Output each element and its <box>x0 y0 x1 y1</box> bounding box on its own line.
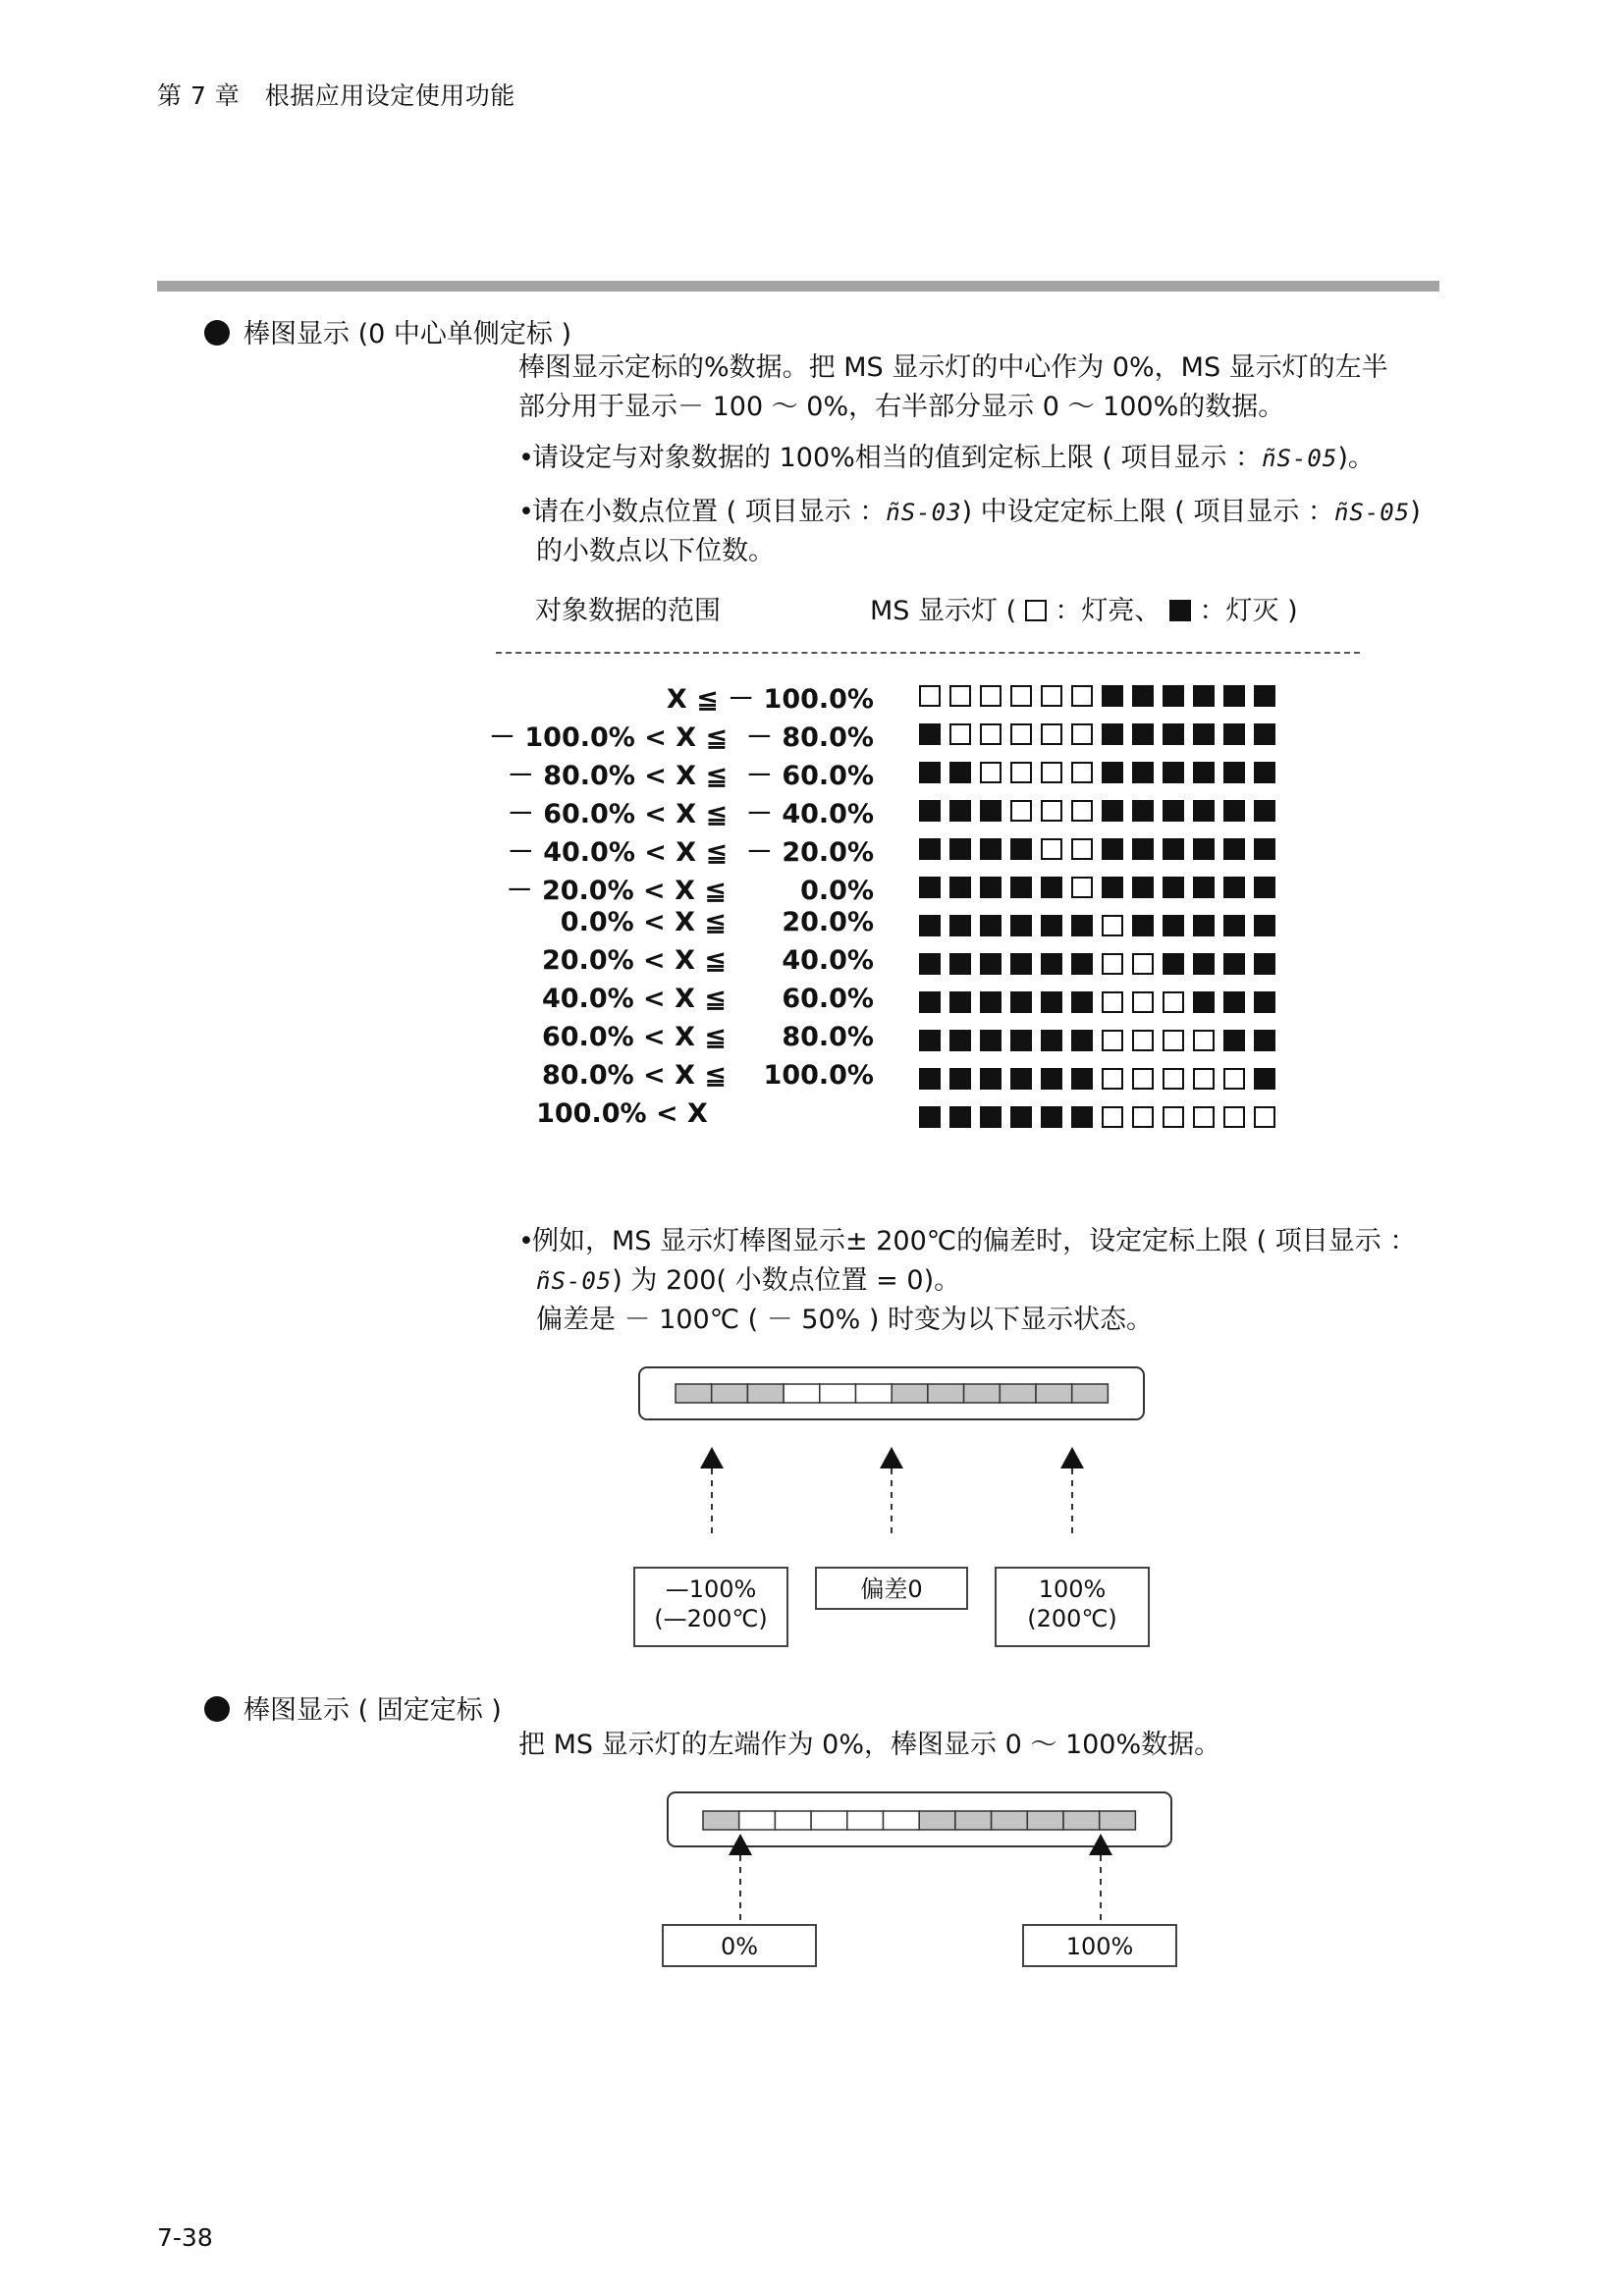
range-column-header: 对象数据的范围 <box>535 596 721 626</box>
legend-prefix: MS 显示灯 ( <box>870 596 1017 626</box>
range-text: 60.0% < X ≦ 80.0% <box>541 1022 874 1052</box>
range-text: － 80.0% < X ≦ － 60.0% <box>507 761 874 791</box>
segment-lit <box>747 1384 784 1403</box>
arrow-up-icon <box>1060 1447 1084 1468</box>
segment-unlit <box>856 1384 893 1403</box>
label-line: —100% <box>665 1575 757 1603</box>
range-text: － 60.0% < X ≦ － 40.0% <box>507 799 874 829</box>
bullet-dot-icon <box>204 1696 230 1722</box>
label-deviation-zero <box>815 1567 968 1610</box>
segment-unlit <box>884 1811 920 1830</box>
segment-lit <box>1000 1384 1036 1403</box>
note-bullet: • <box>518 497 534 527</box>
segment-lit <box>892 1384 928 1403</box>
segment-code: ñS-05 <box>1333 499 1411 526</box>
note-text: 例如，MS 显示灯棒图显示± 200℃的偏差时，设定定标上限 ( 项目显示 ： <box>532 1226 1417 1256</box>
segment-lit <box>703 1811 739 1830</box>
note-text: 偏差是 － 100℃ ( － 50% ) 时变为以下显示状态。 <box>536 1305 1154 1335</box>
note-bullet: • <box>518 1226 534 1256</box>
label-line: (200℃) <box>1027 1605 1117 1632</box>
segment-lit <box>1027 1811 1063 1830</box>
note-text: 的小数点以下位数。 <box>536 536 775 566</box>
section1-title-text: 棒图显示 (0 中心单侧定标 ) <box>244 319 571 349</box>
segment-unlit <box>847 1811 884 1830</box>
label-0-percent <box>662 1924 817 1967</box>
paragraph-line: 部分用于显示－ 100 ～ 0%，右半部分显示 0 ～ 100%的数据。 <box>518 392 1285 422</box>
arrow-up-icon <box>700 1447 724 1468</box>
legend-off-text: ：灯灭 ) <box>1199 596 1298 626</box>
label-line: 偏差0 <box>860 1575 923 1603</box>
note-text: ) 中设定定标上限 ( 项目显示 ： <box>961 497 1334 527</box>
note-text: 请设定与对象数据的 100%相当的值到定标上限 ( 项目显示 ： <box>532 443 1263 473</box>
label-100-percent <box>1022 1924 1177 1967</box>
segment-unlit <box>820 1384 856 1403</box>
range-text: － 20.0% < X ≦ 0.0% <box>506 876 874 906</box>
section2-title <box>204 1688 502 1727</box>
note-bullet: • <box>518 443 534 473</box>
range-text: － 40.0% < X ≦ － 20.0% <box>507 837 874 868</box>
section2-paragraph: 把 MS 显示灯的左端作为 0%，棒图显示 0 ～ 100%数据。 <box>518 1730 1221 1760</box>
diagram2-segments <box>703 1811 1135 1830</box>
legend-on-text: ：灯亮、 <box>1055 596 1162 626</box>
page-number: 7-38 <box>157 2223 213 2252</box>
label-plus-100 <box>995 1567 1150 1647</box>
range-text: 40.0% < X ≦ 60.0% <box>541 984 874 1014</box>
range-text: X ≦ － 100.0% <box>666 684 874 715</box>
label-minus-100 <box>633 1567 788 1647</box>
segment-lit <box>955 1811 992 1830</box>
label-line: (—200℃) <box>654 1605 768 1632</box>
label-line: 100% <box>1065 1933 1134 1960</box>
note-text: ) <box>1410 497 1421 527</box>
note-text: 请在小数点位置 ( 项目显示 ： <box>532 497 887 527</box>
segment-unlit <box>739 1811 776 1830</box>
segment-unlit <box>784 1384 820 1403</box>
segment-unlit <box>811 1811 847 1830</box>
note-text: ) 为 200( 小数点位置 = 0)。 <box>612 1265 961 1296</box>
segment-code: ñS-05 <box>536 1267 613 1295</box>
segment-lit <box>1100 1811 1136 1830</box>
segment-lit <box>676 1384 712 1403</box>
segment-code: ñS-05 <box>1262 445 1338 472</box>
segment-lit <box>928 1384 964 1403</box>
segment-lit <box>919 1811 955 1830</box>
diagram1-segments <box>676 1384 1108 1403</box>
note-text: )。 <box>1337 443 1375 473</box>
section2-title-text: 棒图显示 ( 固定定标 ) <box>244 1695 502 1726</box>
paragraph-line: 棒图显示定标的%数据。把 MS 显示灯的中心作为 0%，MS 显示灯的左半 <box>518 352 1388 383</box>
segment-lit <box>1072 1384 1109 1403</box>
segment-lit <box>964 1384 1001 1403</box>
arrow-up-icon <box>880 1447 903 1468</box>
range-text: － 100.0% < X ≦ － 80.0% <box>489 722 874 753</box>
range-text: 20.0% < X ≦ 40.0% <box>541 945 874 976</box>
chapter-header: 第 7 章 根据应用设定使用功能 <box>157 81 515 110</box>
range-text: 100.0% < X <box>536 1098 874 1129</box>
segment-lit <box>1063 1811 1100 1830</box>
label-line: 0% <box>720 1933 759 1960</box>
range-text: 0.0% < X ≦ 20.0% <box>560 907 874 937</box>
segment-lit <box>992 1811 1028 1830</box>
segment-lit <box>712 1384 748 1403</box>
segment-lit <box>1036 1384 1072 1403</box>
segment-unlit <box>775 1811 811 1830</box>
range-text: 80.0% < X ≦ 100.0% <box>542 1060 874 1091</box>
label-line: 100% <box>1038 1575 1107 1603</box>
segment-code: ñS-03 <box>886 499 962 526</box>
